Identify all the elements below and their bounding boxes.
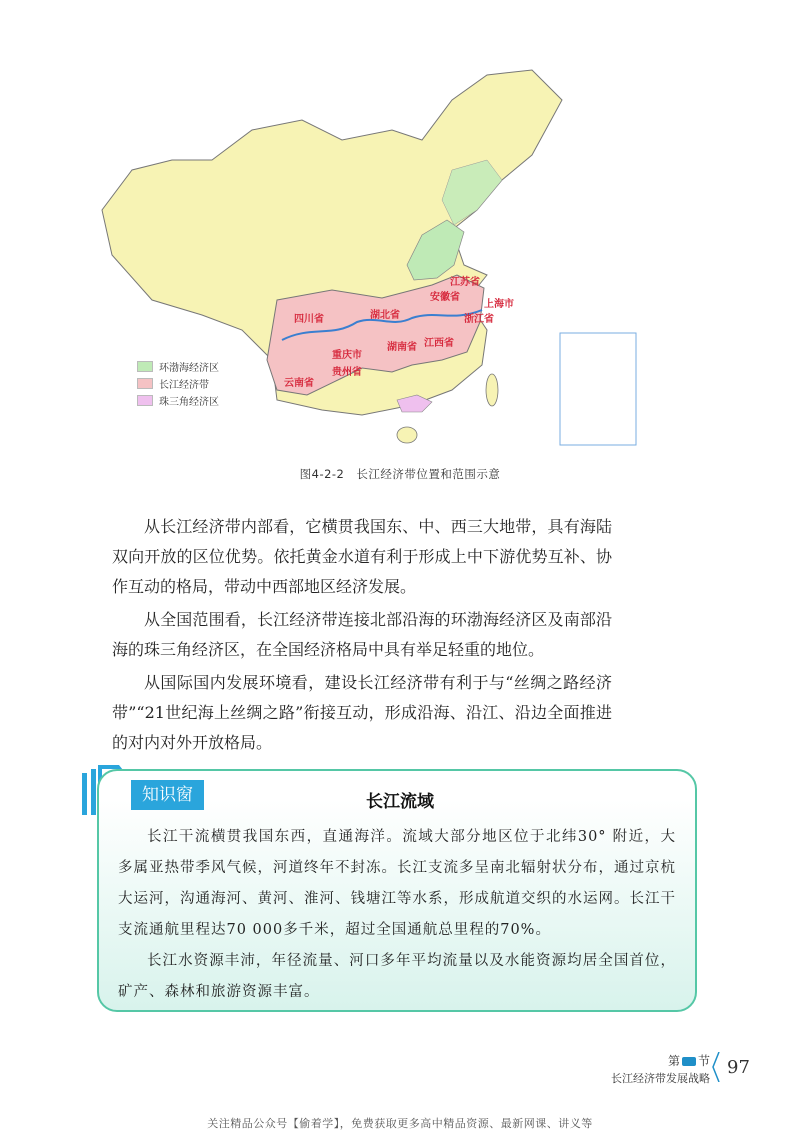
label-jiangsu: 江苏省	[450, 277, 480, 288]
south-china-sea-inset	[560, 333, 636, 445]
knowledge-window-title: 长江流域	[366, 792, 434, 812]
legend-item-bohai	[137, 358, 219, 375]
knowledge-paragraph-1: 长江干流横贯我国东西，直通海洋。流域大部分地区位于北纬30° 附近，大多属亚热带季风气候，河道终年不封冻。长江支流多呈南北辐射状分布，通过京杭大运河，沟通海河、黄河、淮河、钱塘江等水系，形成航道交织的水运网。长江干支流通航里程达70 000多千米，超过全国通航总里程的70%。	[118, 829, 676, 938]
section-suffix: 节	[697, 1054, 710, 1068]
legend-label-bohai: 环渤海经济区	[159, 363, 219, 374]
legend-label-yangtze: 长江经济带	[159, 380, 209, 391]
section-number	[600, 1052, 710, 1069]
label-hubei: 湖北省	[370, 310, 400, 321]
legend-item-yangtze	[137, 375, 219, 392]
label-jiangxi: 江西省	[424, 338, 454, 349]
label-chongqing: 重庆市	[332, 350, 362, 361]
body-paragraph-2: 从全国范围看，长江经济带连接北部沿海的环渤海经济区及南部沿海的珠三角经济区，在全国经济格局中具有举足轻重的地位。	[112, 610, 612, 659]
knowledge-paragraph-2: 长江水资源丰沛，年径流量、河口多年平均流量以及水能资源均居全国首位，矿产、森林和旅游资源丰富。	[118, 953, 676, 1000]
section-marker-icon	[682, 1057, 696, 1066]
section-name: 长江经济带发展战略	[611, 1072, 710, 1085]
label-sichuan: 四川省	[294, 314, 324, 325]
page-divider-icon	[712, 1052, 720, 1082]
legend-swatch-bohai	[137, 361, 153, 372]
label-yunnan: 云南省	[284, 378, 314, 389]
section-prefix: 第	[667, 1054, 680, 1068]
section-footer	[600, 1052, 710, 1086]
body-paragraph-3: 从国际国内发展环境看，建设长江经济带有利于与“丝绸之路经济带”“21世纪海上丝绸之路”衔接互动，形成沿海、沿江、沿边全面推进的对内对外开放格局。	[112, 673, 612, 752]
label-hunan: 湖南省	[387, 342, 417, 353]
taiwan-island	[486, 374, 498, 406]
label-guizhou: 贵州省	[332, 367, 362, 378]
page-number: 97	[727, 1057, 750, 1078]
knowledge-window-text	[118, 822, 676, 1008]
body-paragraph-1: 从长江经济带内部看，它横贯我国东、中、西三大地带，具有海陆双向开放的区位优势。依托黄金水道有利于形成上中下游优势互补、协作互动的格局，带动中西部地区经济发展。	[112, 517, 612, 596]
label-shanghai: 上海市	[484, 299, 514, 310]
legend-swatch-yangtze	[137, 378, 153, 389]
hainan-island	[397, 427, 417, 443]
knowledge-window-label: 知识窗	[131, 780, 204, 810]
label-zhejiang: 浙江省	[464, 314, 494, 325]
legend-label-prd: 珠三角经济区	[159, 397, 219, 408]
legend-item-prd	[137, 392, 219, 409]
label-anhui: 安徽省	[430, 292, 460, 303]
watermark-text: 关注精品公众号【偷着学】，免费获取更多高中精品资源、最新网课、讲义等	[207, 1117, 593, 1130]
legend-swatch-prd	[137, 395, 153, 406]
body-text	[112, 512, 612, 761]
map-legend	[137, 358, 219, 409]
figure-caption: 图4-2-2 长江经济带位置和范围示意	[299, 467, 501, 481]
